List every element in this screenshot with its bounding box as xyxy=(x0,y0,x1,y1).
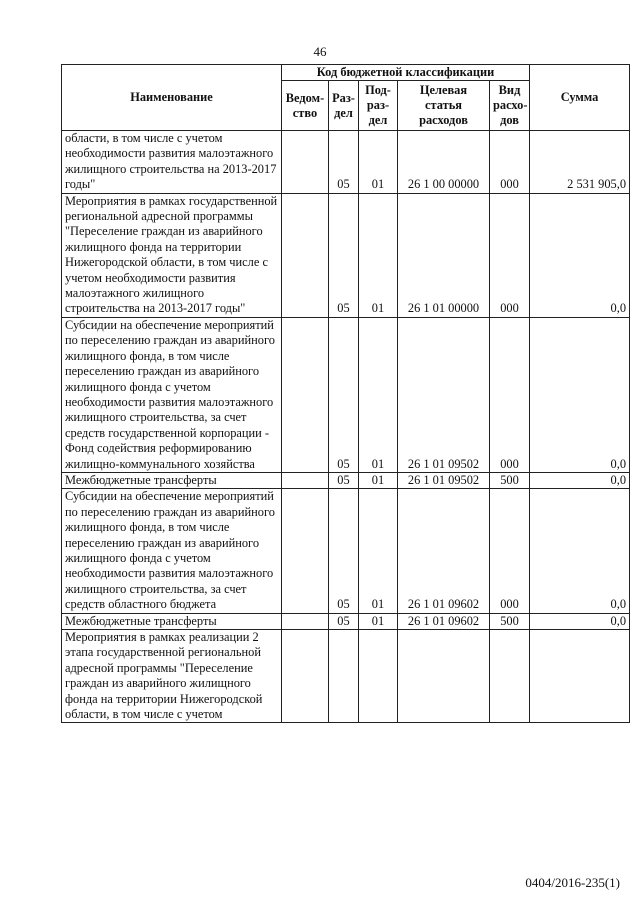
document-code: 0404/2016-235(1) xyxy=(525,875,620,890)
header-row-1 xyxy=(62,65,630,81)
row-target: 26 1 01 09502 xyxy=(398,317,490,472)
page-number: 46 xyxy=(313,44,327,59)
header-name: Наименование xyxy=(62,65,282,131)
header-code-group: Код бюджетной классификации xyxy=(282,65,530,81)
row-vid: 000 xyxy=(490,131,530,194)
table-row xyxy=(62,193,630,317)
row-razdel xyxy=(329,630,359,723)
row-razdel: 05 xyxy=(329,131,359,194)
row-razdel: 05 xyxy=(329,193,359,317)
row-name: Межбюджетные трансферты xyxy=(62,472,282,488)
row-vid: 500 xyxy=(490,472,530,488)
row-podrazdel: 01 xyxy=(359,489,398,613)
row-vedomstvo xyxy=(282,613,329,629)
row-razdel: 05 xyxy=(329,613,359,629)
table-row xyxy=(62,131,630,194)
table-row xyxy=(62,472,630,488)
row-vid: 000 xyxy=(490,317,530,472)
row-vedomstvo xyxy=(282,131,329,194)
row-sum xyxy=(530,630,630,723)
row-target xyxy=(398,630,490,723)
header-vedomstvo: Ведом-ство xyxy=(282,81,329,131)
row-vid: 500 xyxy=(490,613,530,629)
header-podrazdel: Под-раз-дел xyxy=(359,81,398,131)
header-target-item: Целевая статья расходов xyxy=(398,81,490,131)
row-podrazdel: 01 xyxy=(359,131,398,194)
row-name: Мероприятия в рамках реализации 2 этапа государственной региональной адресной программы "Переселение граждан из аварийного жилищного фонда на территории Нижегородской области, в том числе с учетом xyxy=(62,630,282,723)
row-target: 26 1 00 00000 xyxy=(398,131,490,194)
row-vedomstvo xyxy=(282,630,329,723)
table-row xyxy=(62,630,630,723)
row-vid: 000 xyxy=(490,489,530,613)
table-row xyxy=(62,489,630,613)
row-name: Межбюджетные трансферты xyxy=(62,613,282,629)
row-target: 26 1 01 09502 xyxy=(398,472,490,488)
row-sum: 0,0 xyxy=(530,472,630,488)
row-vedomstvo xyxy=(282,489,329,613)
row-podrazdel: 01 xyxy=(359,317,398,472)
row-podrazdel xyxy=(359,630,398,723)
row-vedomstvo xyxy=(282,472,329,488)
row-sum: 0,0 xyxy=(530,317,630,472)
row-name: Мероприятия в рамках государственной региональной адресной программы "Переселение граждан из аварийного жилищного фонда на территории Нижегородской области, в том числе с учетом необходимости развития малоэтажного жилищного строительства на 2013-2017 годы" xyxy=(62,193,282,317)
row-vid xyxy=(490,630,530,723)
row-podrazdel: 01 xyxy=(359,472,398,488)
header-razdel: Раз-дел xyxy=(329,81,359,131)
row-target: 26 1 01 09602 xyxy=(398,489,490,613)
row-razdel: 05 xyxy=(329,489,359,613)
table-row xyxy=(62,317,630,472)
row-vedomstvo xyxy=(282,317,329,472)
row-podrazdel: 01 xyxy=(359,613,398,629)
row-name: области, в том числе с учетом необходимости развития малоэтажного жилищного строительства на 2013-2017 годы" xyxy=(62,131,282,194)
header-expense-type: Вид расхо-дов xyxy=(490,81,530,131)
table-row xyxy=(62,613,630,629)
header-sum: Сумма xyxy=(530,65,630,131)
row-target: 26 1 01 09602 xyxy=(398,613,490,629)
row-sum: 2 531 905,0 xyxy=(530,131,630,194)
row-target: 26 1 01 00000 xyxy=(398,193,490,317)
budget-table xyxy=(61,64,630,723)
row-vedomstvo xyxy=(282,193,329,317)
row-razdel: 05 xyxy=(329,472,359,488)
row-podrazdel: 01 xyxy=(359,193,398,317)
row-sum: 0,0 xyxy=(530,489,630,613)
row-name: Субсидии на обеспечение мероприятий по переселению граждан из аварийного жилищного фонда, в том числе переселению граждан из аварийного жилищного фонда с учетом необходимости развития малоэтажного жилищного строительства, за счет средств государственной корпорации - Фонд содействия реформированию жилищно-коммунального хозяйства xyxy=(62,317,282,472)
row-sum: 0,0 xyxy=(530,613,630,629)
row-razdel: 05 xyxy=(329,317,359,472)
row-sum: 0,0 xyxy=(530,193,630,317)
row-name: Субсидии на обеспечение мероприятий по переселению граждан из аварийного жилищного фонда, в том числе переселению граждан из аварийного жилищного фонда с учетом необходимости развития малоэтажного жилищного строительства, за счет средств областного бюджета xyxy=(62,489,282,613)
row-vid: 000 xyxy=(490,193,530,317)
